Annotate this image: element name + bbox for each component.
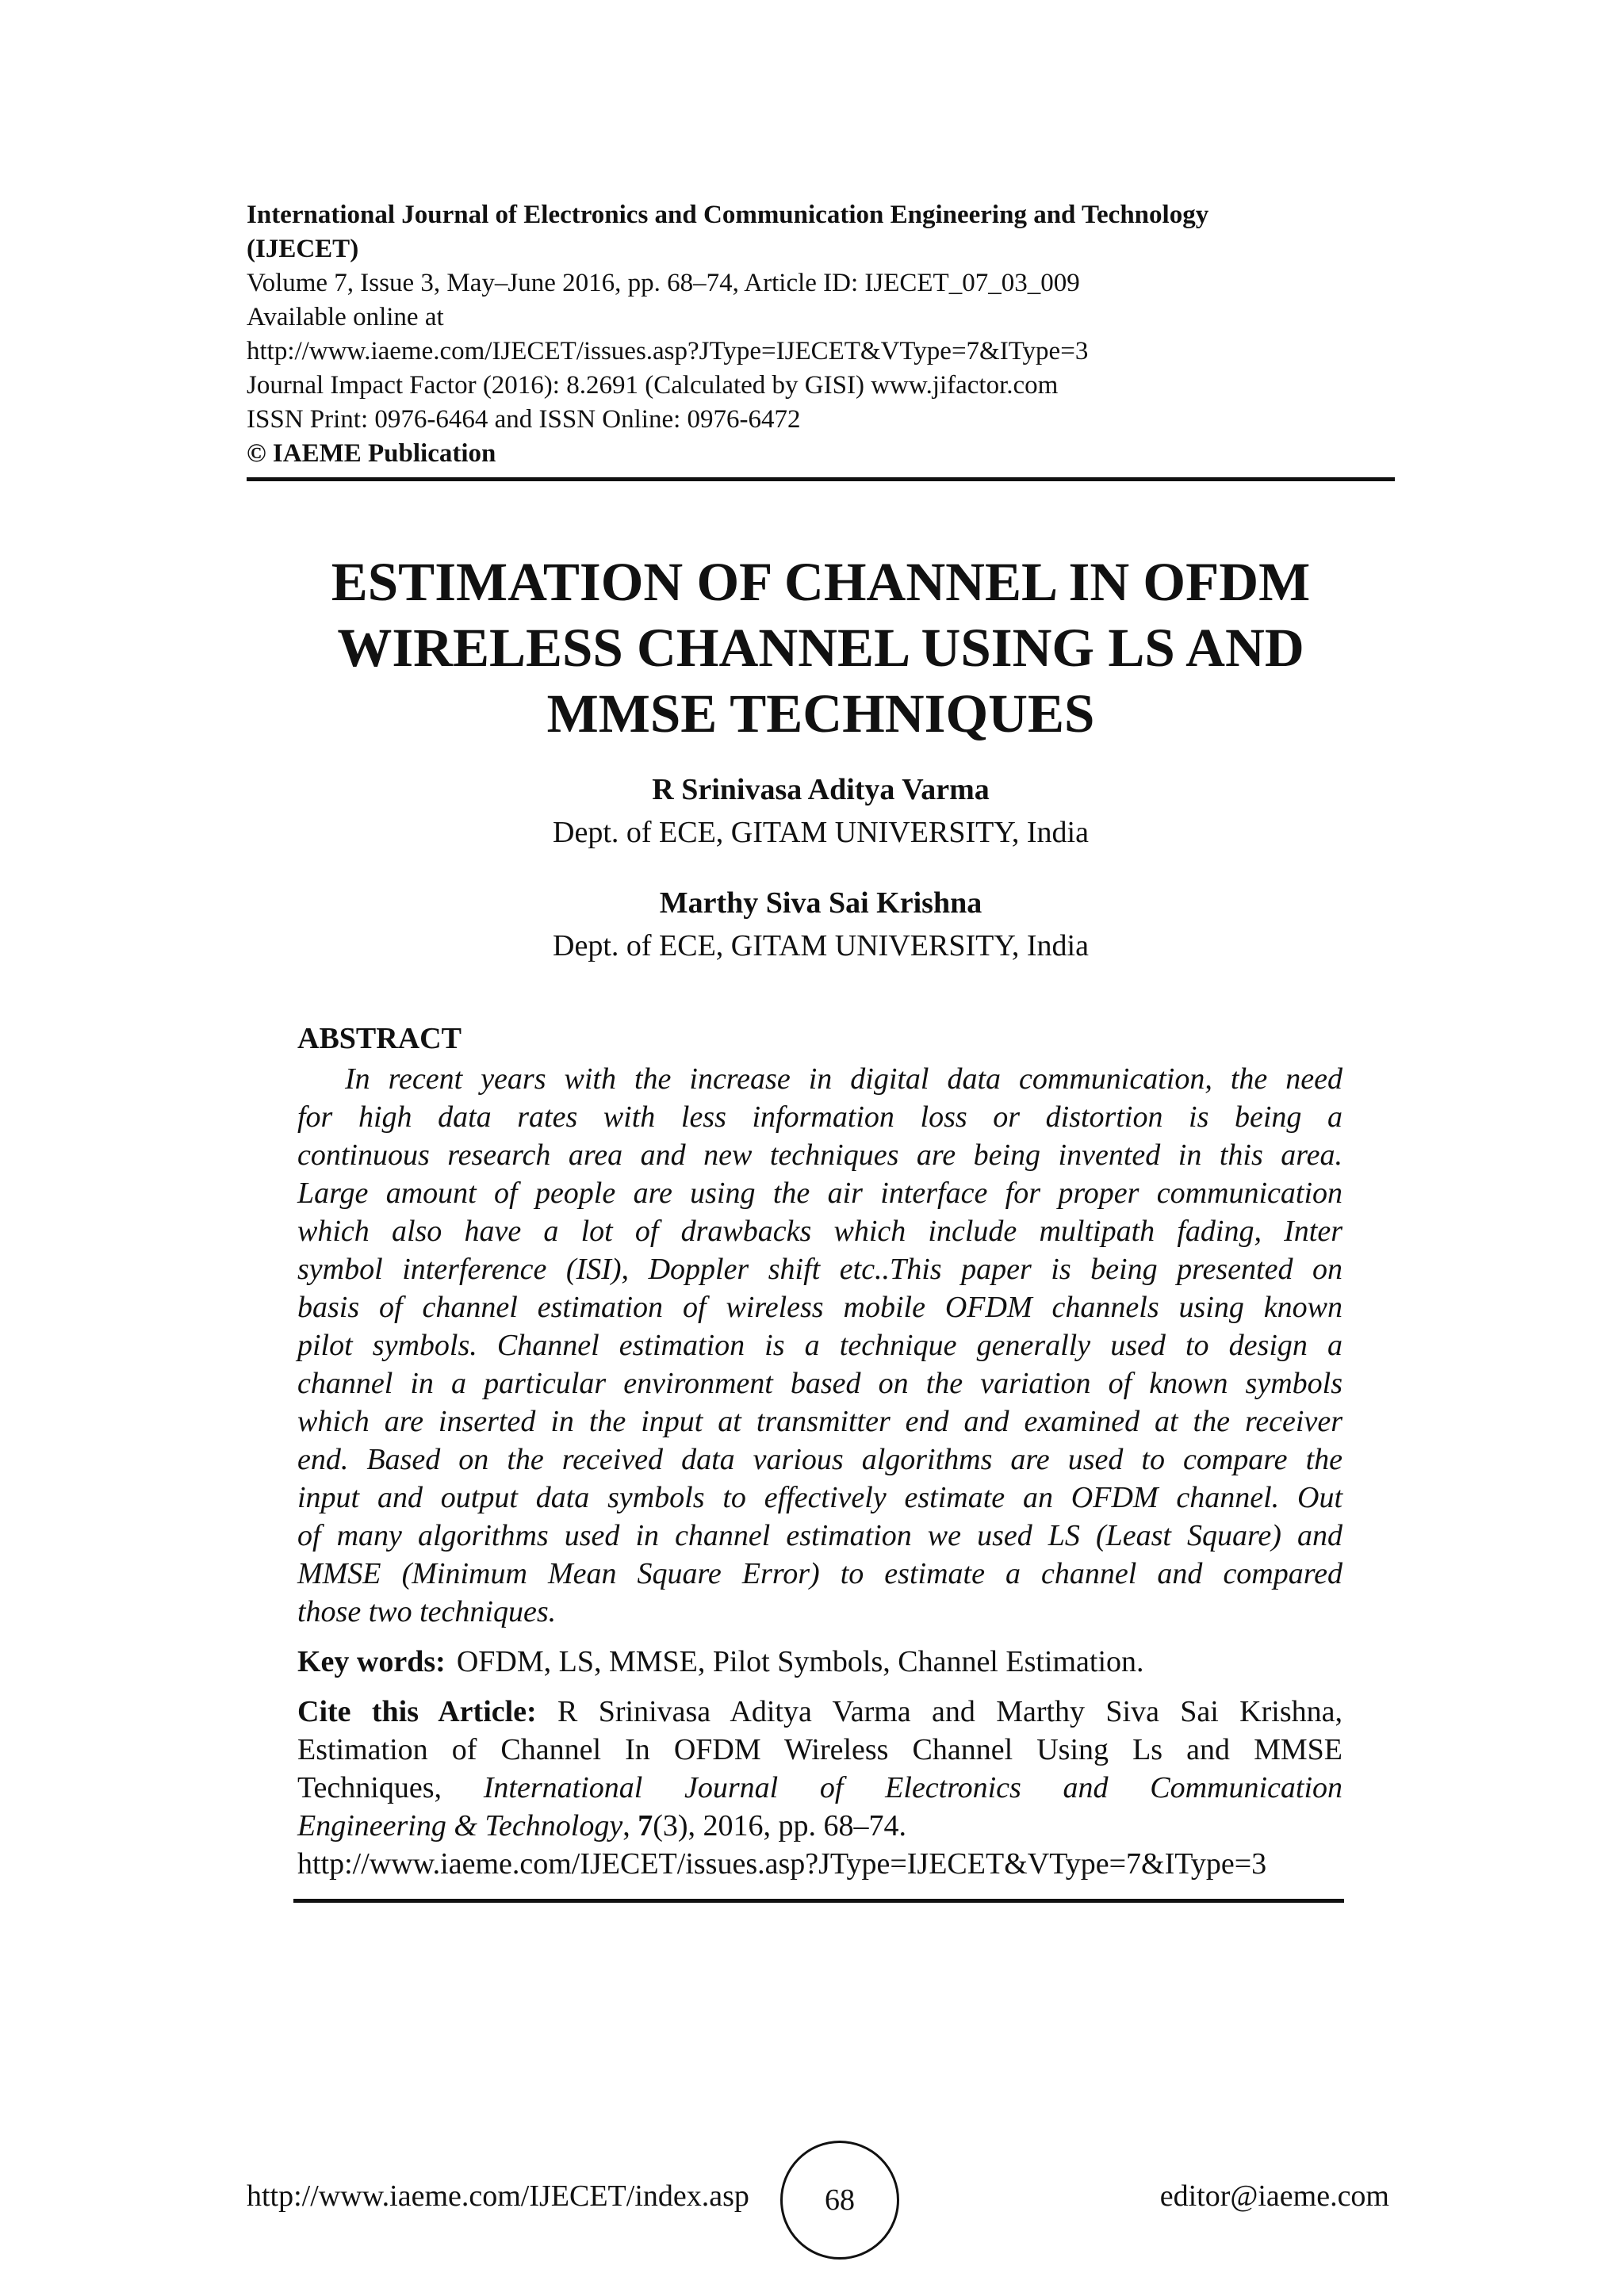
journal-header — [247, 198, 1395, 471]
abstract-line: continuous research area and new techniques are being invented in this area. — [297, 1138, 1342, 1172]
footer-url[interactable]: http://www.iaeme.com/IJECET/index.asp — [247, 2179, 749, 2213]
abstract-line: input and output data symbols to effectively estimate an OFDM channel. Out — [297, 1481, 1342, 1514]
abstract-line: In recent years with the increase in digital data communication, the need — [345, 1062, 1342, 1096]
abstract-line: channel in a particular environment based on the variation of known symbols — [297, 1367, 1342, 1400]
title-line: MMSE TECHNIQUES — [546, 683, 1095, 744]
author-affiliation: Dept. of ECE, GITAM UNIVERSITY, India — [553, 816, 1089, 849]
abstract-line: MMSE (Minimum Mean Square Error) to estimate a channel and compared — [297, 1557, 1342, 1590]
cite-line — [297, 1807, 1342, 1845]
page-number-circle — [780, 2141, 899, 2260]
abstract-line: which are inserted in the input at transmitter end and examined at the receiver — [297, 1405, 1342, 1438]
journal-abbrev: (IJECET) — [247, 235, 359, 263]
abstract-line: which also have a lot of drawbacks which include multipath fading, Inter — [297, 1215, 1342, 1248]
footer-email[interactable]: editor@iaeme.com — [1159, 2179, 1389, 2213]
abstract-line: those two techniques. — [297, 1595, 557, 1628]
abstract-body — [297, 1060, 1342, 1631]
abstract-line: of many algorithms used in channel estimation we used LS (Least Square) and — [297, 1519, 1342, 1552]
cite-line — [297, 1693, 1342, 1731]
abstract-line: pilot symbols. Channel estimation is a technique generally used to design a — [297, 1329, 1342, 1362]
abstract-heading: ABSTRACT — [297, 1022, 462, 1055]
page-footer — [0, 2141, 1624, 2236]
paper-title — [247, 549, 1395, 747]
author-list — [247, 769, 1395, 968]
title-line: ESTIMATION OF CHANNEL IN OFDM — [331, 552, 1311, 612]
keywords — [297, 1642, 1342, 1682]
cite-title-end: Techniques, — [297, 1771, 442, 1804]
author-name: R Srinivasa Aditya Varma — [652, 773, 990, 806]
keywords-label: Key words: — [297, 1645, 446, 1678]
cite-url[interactable]: http://www.iaeme.com/IJECET/issues.asp?JType=IJECET&VType=7&IType=3 — [297, 1847, 1267, 1881]
issue-url: http://www.iaeme.com/IJECET/issues.asp?JType=IJECET&VType=7&IType=3 — [247, 337, 1089, 365]
cite-authors: R Srinivasa Aditya Varma and Marthy Siva Sai Krishna, — [557, 1695, 1342, 1728]
author-name: Marthy Siva Sai Krishna — [659, 886, 982, 920]
issn-info: ISSN Print: 0976-6464 and ISSN Online: 0976-6472 — [247, 405, 801, 434]
abstract-line: for high data rates with less information loss or distortion is being a — [297, 1100, 1342, 1134]
cite-article — [297, 1693, 1342, 1883]
cite-issue-pages: (3), 2016, pp. 68–74. — [653, 1809, 907, 1843]
cite-volume: 7 — [638, 1809, 653, 1843]
author-block — [247, 882, 1395, 968]
keywords-text: OFDM, LS, MMSE, Pilot Symbols, Channel Estimation. — [456, 1645, 1144, 1678]
page-number: 68 — [825, 2183, 855, 2217]
cite-journal: International Journal of Electronics and Communication — [483, 1771, 1343, 1804]
title-line: WIRELESS CHANNEL USING LS AND — [337, 618, 1304, 678]
cite-journal-end: Engineering & Technology — [297, 1809, 623, 1843]
journal-name: International Journal of Electronics and Communication Engineering and Technology — [247, 201, 1209, 229]
volume-info: Volume 7, Issue 3, May–June 2016, pp. 68–74, Article ID: IJECET_07_03_009 — [247, 269, 1080, 297]
abstract-line: symbol interference (ISI), Doppler shift etc..This paper is being presented on — [297, 1253, 1342, 1286]
header-divider — [247, 477, 1395, 481]
abstract-line: basis of channel estimation of wireless mobile OFDM channels using known — [297, 1291, 1342, 1324]
cite-separator: , — [622, 1809, 638, 1843]
publisher: © IAEME Publication — [247, 439, 496, 468]
impact-factor: Journal Impact Factor (2016): 8.2691 (Calculated by GISI) www.jifactor.com — [247, 371, 1059, 400]
abstract-line: end. Based on the received data various algorithms are used to compare the — [297, 1443, 1342, 1476]
abstract-section — [297, 1017, 1342, 1883]
cite-line — [297, 1769, 1342, 1807]
abstract-divider — [293, 1899, 1344, 1903]
available-online: Available online at — [247, 303, 444, 331]
cite-line: Estimation of Channel In OFDM Wireless Channel Using Ls and MMSE — [297, 1733, 1342, 1766]
cite-label: Cite this Article: — [297, 1695, 537, 1728]
author-affiliation: Dept. of ECE, GITAM UNIVERSITY, India — [553, 929, 1089, 962]
author-block — [247, 769, 1395, 855]
abstract-line: Large amount of people are using the air interface for proper communication — [297, 1177, 1342, 1210]
